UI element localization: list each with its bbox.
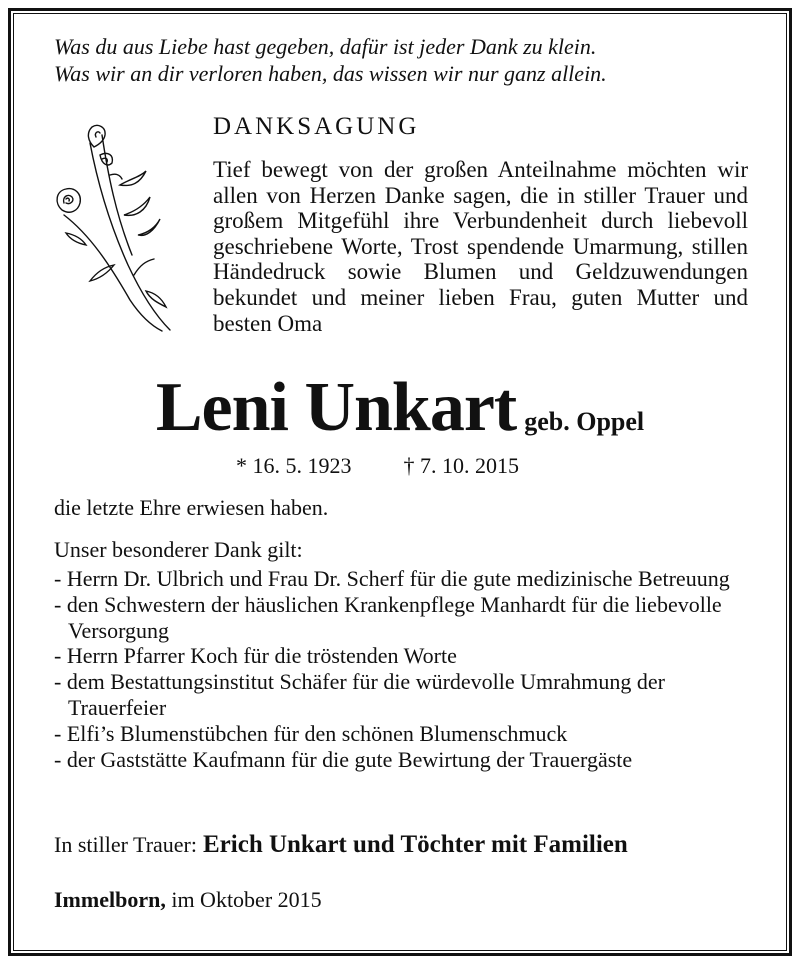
closing-line xyxy=(54,887,322,913)
list-item: - den Schwestern der häuslichen Krankenpflege Manhardt für die liebevolle Versorgung xyxy=(54,591,722,643)
thanks-title: Unser besonderer Dank gilt: xyxy=(54,537,303,562)
rose-branch-icon xyxy=(50,115,180,335)
honor-line: die letzte Ehre erwiesen haben. xyxy=(54,495,329,520)
list-item: - dem Bestattungsinstitut Schäfer für die würdevolle Umrahmung der Trauerfeier xyxy=(54,669,665,720)
list-item: - Elfi’s Blumenstübchen für den schönen Blumenschmuck xyxy=(54,720,568,746)
heading-danksagung: DANKSAGUNG xyxy=(213,113,420,140)
life-dates xyxy=(236,453,519,479)
mourning-label: In stiller Trauer: xyxy=(54,832,197,857)
closing-date: im Oktober 2015 xyxy=(171,887,322,912)
intro-paragraph: Tief bewegt von der großen Anteilnahme möchten wir allen von Herzen Danke sagen, die in stiller Trauer und großem Mitgefühl ihre Verbundenheit durch liebevoll geschriebene Worte, Trost spendende Umarmung, stillen Händedruck sowie Blumen und Geldzuwendungen bekundet und meiner lieben Frau, guten Mutter und besten Oma xyxy=(213,157,748,336)
list-item: - Herrn Pfarrer Koch für die tröstenden Worte xyxy=(54,643,457,669)
quote-line-2: Was wir an dir verloren haben, das wissen wir nur ganz allein. xyxy=(54,61,607,86)
mourning-line xyxy=(54,831,628,859)
list-item: - Herrn Dr. Ulbrich und Frau Dr. Scherf für die gute medizinische Betreuung xyxy=(54,566,730,591)
quote-line-1: Was du aus Liebe hast gegeben, dafür ist jeder Dank zu klein. xyxy=(54,34,597,59)
mourning-family: Erich Unkart und Töchter mit Familien xyxy=(203,831,628,858)
list-item: - der Gaststätte Kaufmann für die gute Bewirtung der Trauergäste xyxy=(54,746,633,772)
birth-date: * 16. 5. 1923 xyxy=(236,453,352,478)
thanks-list xyxy=(54,566,764,772)
maiden-name: geb. Oppel xyxy=(524,407,645,436)
death-date: † 7. 10. 2015 xyxy=(403,453,519,478)
deceased-name: Leni Unkart xyxy=(155,369,517,446)
closing-place: Immelborn, xyxy=(54,887,166,912)
deceased-name-row xyxy=(0,368,800,448)
memorial-quote xyxy=(54,33,607,87)
